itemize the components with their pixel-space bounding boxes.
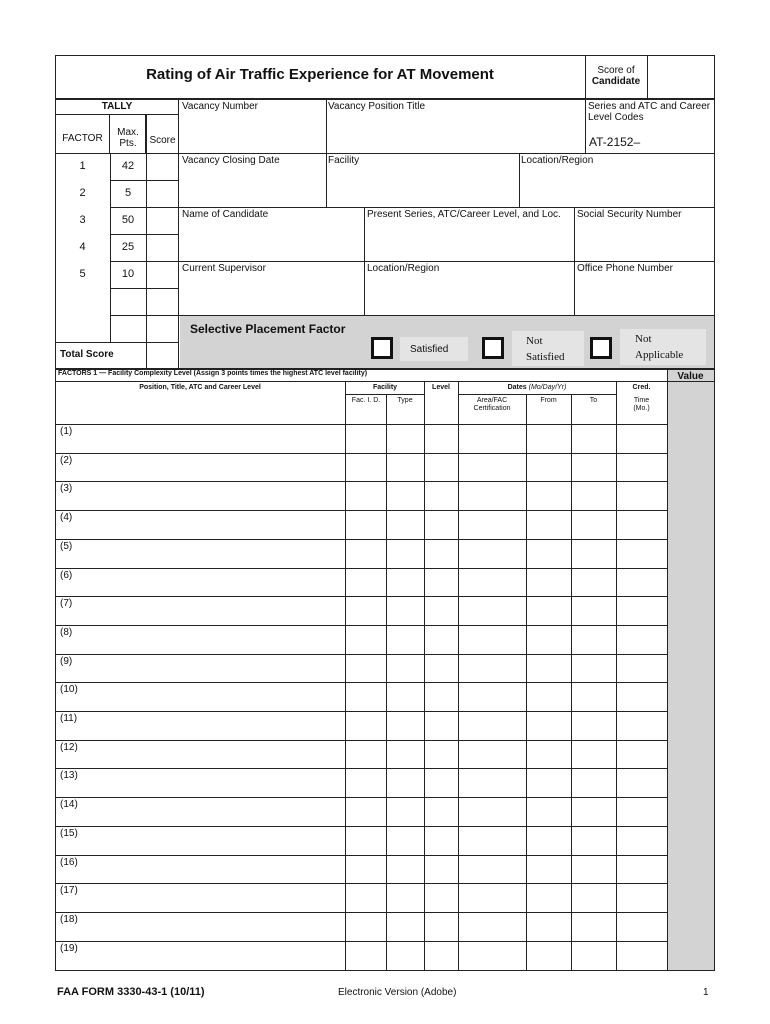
candidate-name-field[interactable]: [180, 222, 363, 260]
divider: [519, 153, 520, 207]
table-row[interactable]: [55, 941, 667, 971]
tally-factor: 2: [79, 187, 86, 199]
not-applicable-label: Not: [635, 333, 652, 345]
row-number: (8): [60, 626, 73, 638]
closing-date-field[interactable]: [180, 168, 325, 206]
facility-heading: Facility: [372, 384, 398, 391]
row-number: (14): [60, 799, 78, 811]
dates-heading: Dates: [507, 384, 527, 391]
divider: [574, 261, 575, 315]
row-number: (16): [60, 856, 78, 868]
divider: [110, 315, 179, 316]
candidate-score-field[interactable]: [648, 56, 714, 98]
tally-score-label: Score: [149, 135, 176, 146]
location-region-2-field[interactable]: [366, 276, 572, 314]
position-heading: Position, Title, ATC and Career Level: [139, 384, 261, 391]
factor-2-score-field[interactable]: [147, 181, 178, 206]
dates-format: (Mo/Day/Yr): [528, 384, 567, 391]
supervisor-field[interactable]: [180, 276, 363, 314]
tally-max: 42: [121, 160, 135, 172]
from-heading: From: [540, 397, 557, 404]
fac-id-heading: Fac. I. D.: [351, 397, 381, 404]
divider: [55, 381, 667, 382]
phone-field[interactable]: [576, 276, 713, 314]
divider: [110, 153, 111, 342]
factor-1-score-field[interactable]: [147, 154, 178, 179]
tally-factor: 3: [79, 214, 86, 226]
time-heading: Time: [633, 397, 650, 404]
divider: [179, 153, 715, 154]
divider: [346, 394, 424, 395]
tally-heading: TALLY: [101, 101, 133, 112]
factor-1-heading: FACTORS 1 — Facility Complexity Level (Assign 3 points times the highest ATC level facility): [58, 370, 368, 377]
divider: [326, 99, 327, 153]
row-number: (5): [60, 540, 73, 552]
divider: [458, 394, 616, 395]
form-number: FAA FORM 3330-43-1 (10/11): [57, 986, 205, 998]
row-number: (1): [60, 426, 73, 437]
satisfied-checkbox[interactable]: [371, 337, 393, 359]
facility-label: Facility: [328, 155, 360, 166]
table-row[interactable]: [55, 826, 667, 855]
area-heading: Area/FAC: [476, 397, 508, 404]
tally-max: 50: [121, 214, 135, 226]
score-label: Score of: [597, 65, 635, 76]
row-number: (12): [60, 741, 78, 753]
not-satisfied-checkbox[interactable]: [482, 337, 504, 359]
row-number: (15): [60, 827, 78, 839]
total-score-label: Total Score: [60, 349, 114, 360]
table-row[interactable]: [55, 711, 667, 740]
tally-factor: 5: [79, 268, 86, 280]
series-codes-label: Series and ATC and Career Level Codes: [588, 101, 711, 123]
factor-3-score-field[interactable]: [147, 208, 178, 233]
row-number: (7): [60, 598, 73, 610]
phone-label: Office Phone Number: [577, 263, 673, 274]
table-row[interactable]: [55, 797, 667, 826]
table-row[interactable]: [55, 453, 667, 482]
present-series-field[interactable]: [366, 222, 572, 260]
row-number: (13): [60, 770, 78, 782]
row-number: (6): [60, 569, 73, 581]
row-number: (11): [60, 713, 78, 724]
cred-heading: Cred.: [632, 384, 651, 391]
not-satisfied-label-2: Satisfied: [526, 351, 565, 363]
row-number: (17): [60, 885, 78, 897]
present-series-label: Present Series, ATC/Career Level, and Loc.: [367, 209, 561, 220]
table-row[interactable]: [55, 510, 667, 539]
divider: [179, 207, 715, 208]
table-row[interactable]: [55, 424, 667, 453]
tally-max: 5: [124, 187, 132, 199]
row-number: (2): [60, 454, 73, 466]
table-row[interactable]: [55, 654, 667, 683]
dates-heading-wrap: [458, 384, 616, 392]
vacancy-number-label: Vacancy Number: [182, 101, 258, 112]
score-label-2: Candidate: [591, 76, 641, 87]
row-number: (18): [60, 913, 78, 925]
table-row[interactable]: [55, 481, 667, 510]
candidate-name-label: Name of Candidate: [182, 209, 269, 220]
table-row[interactable]: [55, 912, 667, 941]
divider: [585, 99, 586, 153]
row-number: (10): [60, 684, 78, 696]
satisfied-label: Satisfied: [410, 344, 449, 355]
form-title: Rating of Air Traffic Experience for AT Movement: [146, 66, 494, 83]
tally-factor: 1: [79, 160, 86, 172]
series-value[interactable]: AT-2152–: [589, 135, 641, 149]
time-heading-2: (Mo.): [633, 405, 650, 412]
divider: [364, 207, 365, 261]
table-row[interactable]: [55, 539, 667, 568]
ssn-field[interactable]: [576, 222, 713, 260]
not-satisfied-label: Not: [526, 335, 543, 347]
type-heading: Type: [397, 397, 413, 404]
area-heading-2: Certification: [473, 405, 511, 412]
row-number: (4): [60, 512, 73, 524]
total-score-field[interactable]: [147, 343, 178, 368]
value-heading: Value: [677, 371, 704, 382]
vacancy-title-label: Vacancy Position Title: [328, 101, 426, 112]
supervisor-label: Current Supervisor: [182, 263, 266, 274]
level-heading: Level: [432, 384, 450, 391]
table-row[interactable]: [55, 682, 667, 711]
table-row[interactable]: [55, 596, 667, 625]
row-number: (3): [60, 483, 73, 495]
factor-5-score-field[interactable]: [147, 262, 178, 287]
table-row[interactable]: [55, 883, 667, 912]
row-number: (19): [60, 942, 78, 954]
tally-factor: 4: [79, 241, 86, 253]
table-row[interactable]: [55, 625, 667, 654]
tally-max: 25: [121, 241, 135, 253]
divider: [110, 288, 179, 289]
ssn-label: Social Security Number: [577, 209, 682, 220]
divider: [326, 153, 327, 207]
page-number: 1: [703, 987, 709, 998]
factor-4-score-field[interactable]: [147, 235, 178, 260]
tally-max-label-2: Pts.: [119, 138, 137, 149]
divider: [667, 381, 715, 382]
divider: [179, 261, 715, 262]
divider: [364, 261, 365, 315]
selective-placement-heading: Selective Placement Factor: [190, 322, 346, 336]
table-row[interactable]: [55, 855, 667, 884]
divider: [574, 207, 575, 261]
vacancy-number-field[interactable]: [180, 114, 325, 152]
location-label: Location/Region: [521, 155, 594, 166]
tally-factor-label: FACTOR: [62, 133, 103, 144]
row-number: (9): [60, 655, 73, 667]
tally-max: 10: [121, 268, 135, 280]
tally-max-label: Max.: [117, 127, 139, 138]
vacancy-title-field[interactable]: [328, 114, 583, 152]
facility-field[interactable]: [328, 168, 518, 206]
not-applicable-checkbox[interactable]: [590, 337, 612, 359]
not-applicable-label-2: Applicable: [635, 349, 684, 361]
version-label: Electronic Version (Adobe): [338, 987, 457, 998]
closing-date-label: Vacancy Closing Date: [182, 155, 280, 166]
table-row[interactable]: [55, 768, 667, 797]
location-field[interactable]: [521, 168, 713, 206]
table-row[interactable]: [55, 740, 667, 769]
table-row[interactable]: [55, 568, 667, 597]
to-heading: To: [589, 397, 598, 404]
location-region-2-label: Location/Region: [367, 263, 440, 274]
factor-rows: [55, 424, 715, 972]
